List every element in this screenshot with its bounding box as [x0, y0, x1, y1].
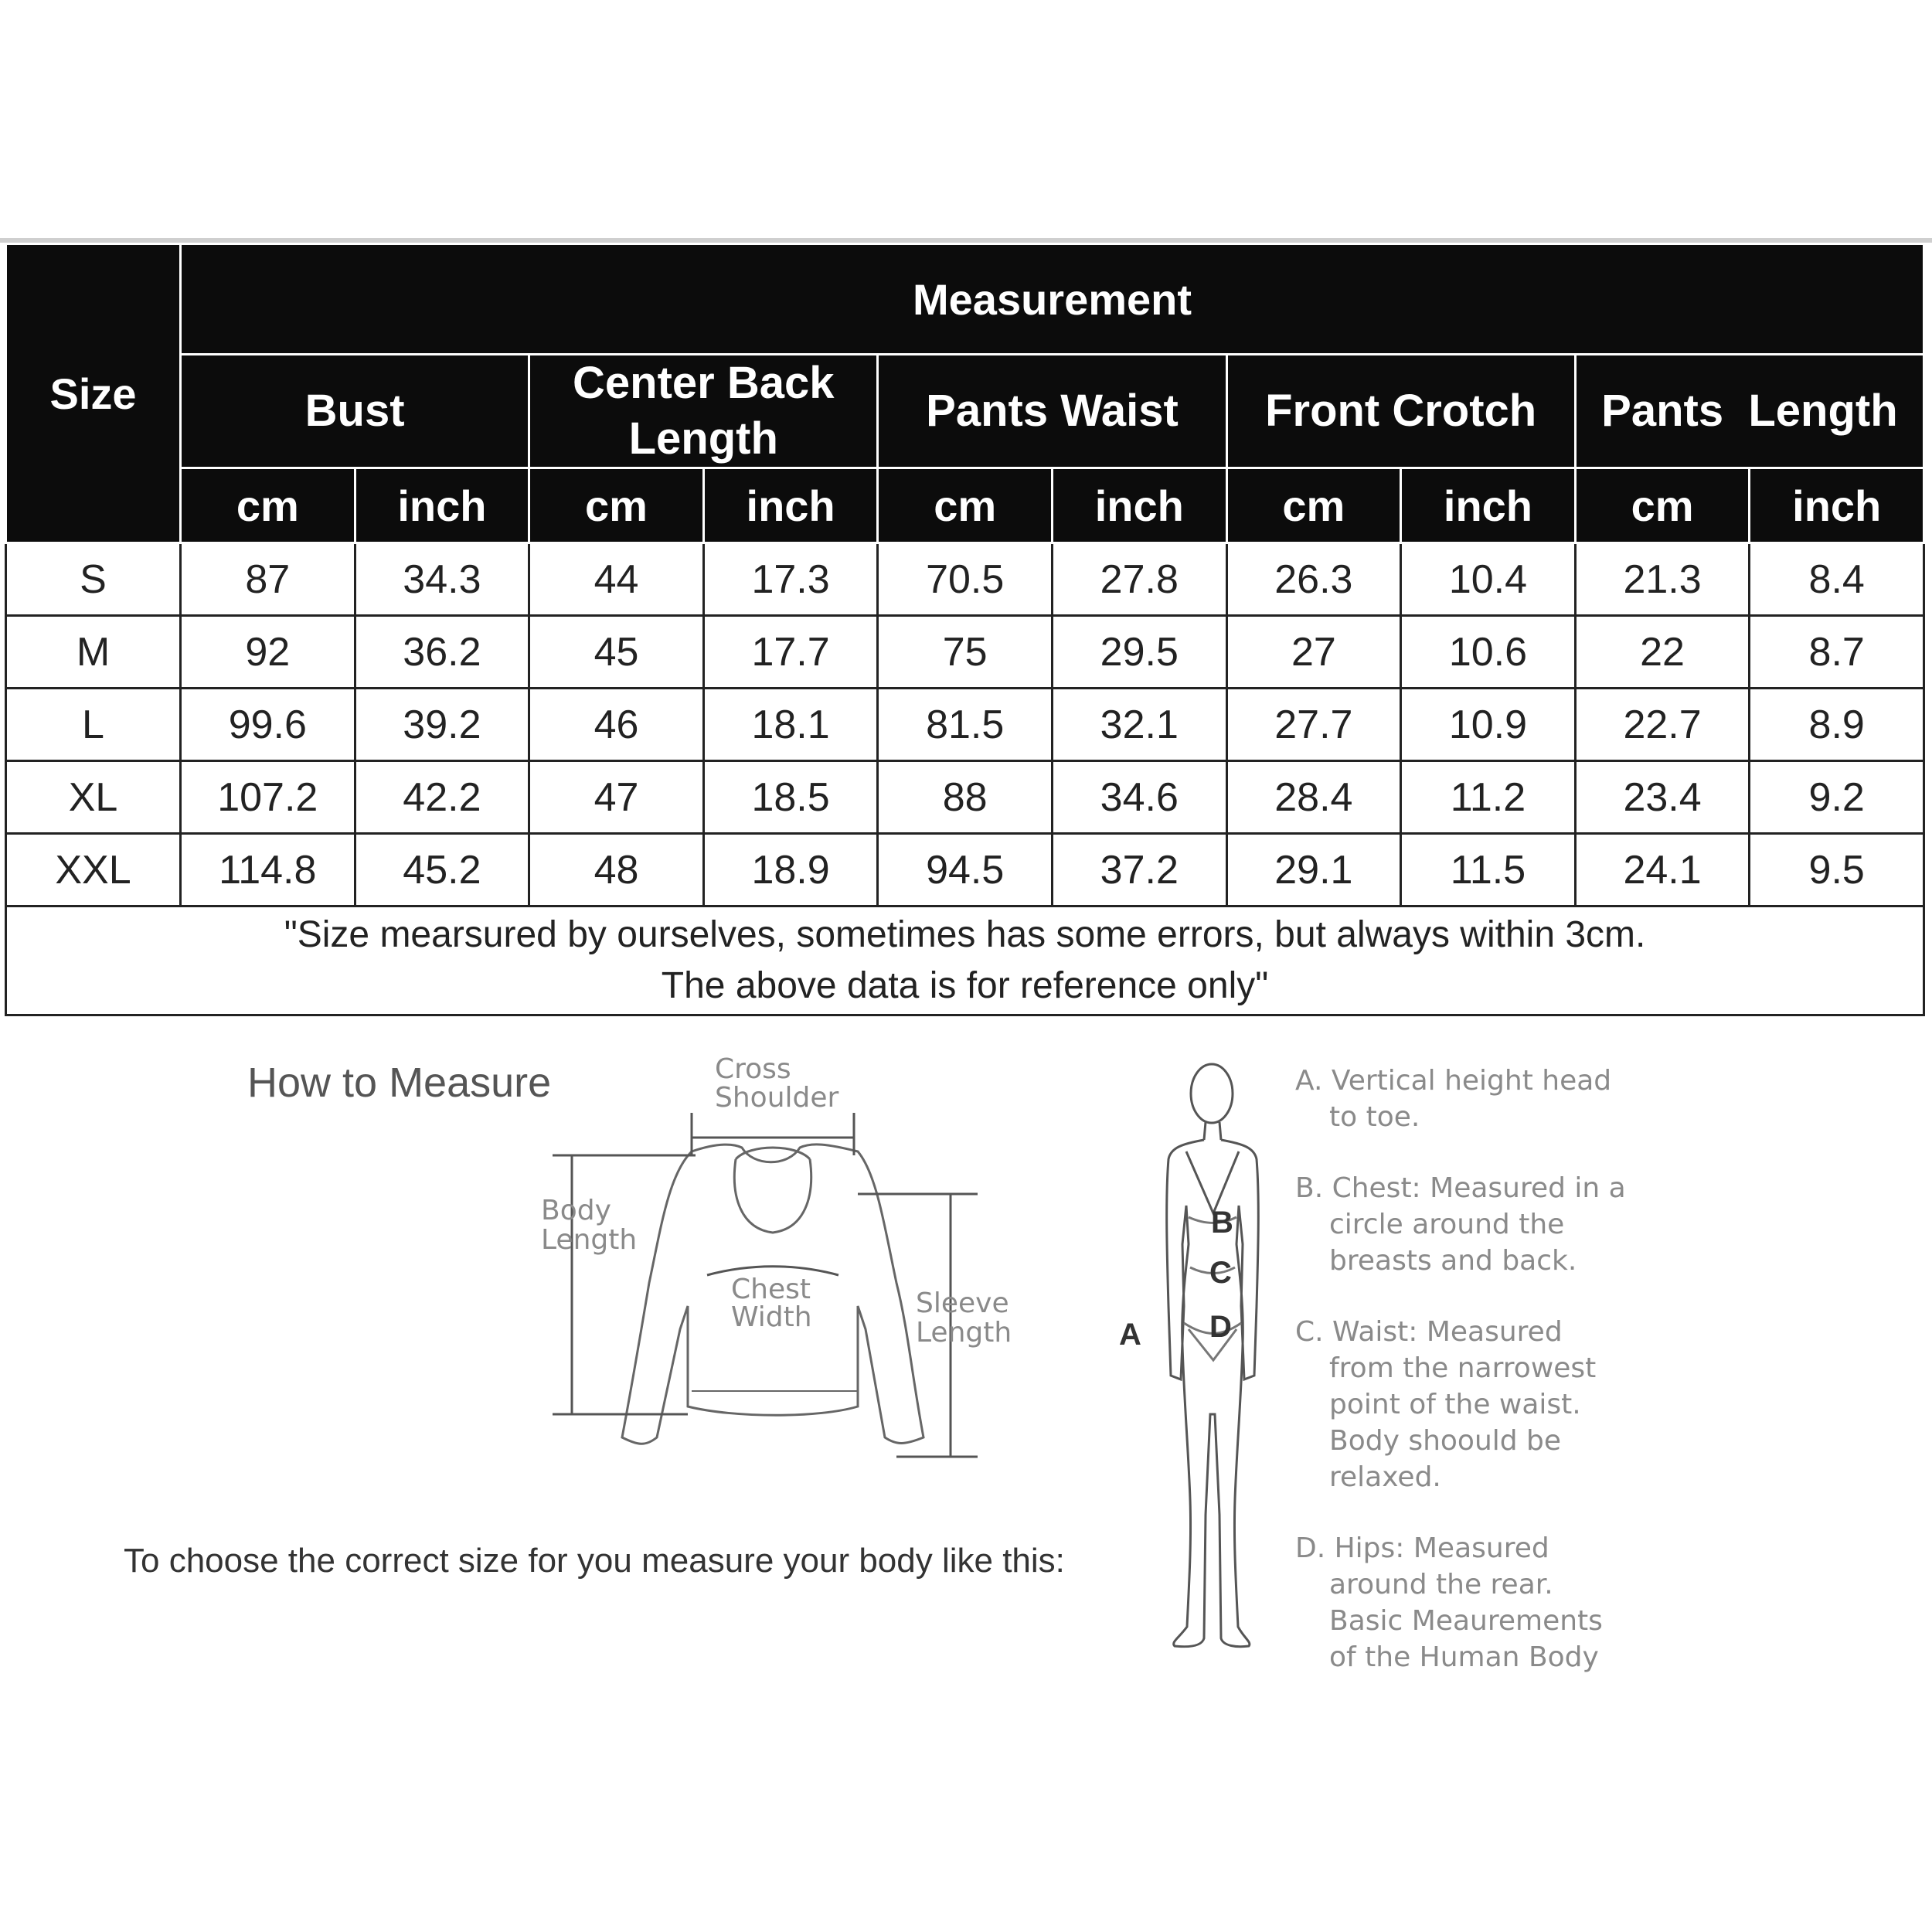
- body-note-line: Basic Meaurements: [1329, 1605, 1603, 1637]
- group-header-center-back-length: Center Back Length: [529, 355, 878, 468]
- value-cell: 11.2: [1401, 761, 1576, 834]
- sleeve-length-label-2: Length: [916, 1317, 1012, 1349]
- chest-width-label-2: Width: [731, 1301, 812, 1333]
- value-cell: 39.2: [355, 689, 529, 761]
- body-figure-diagram: [1097, 1051, 1283, 1654]
- size-cell: S: [6, 543, 181, 616]
- body-letter-c: C: [1209, 1256, 1232, 1290]
- size-cell: XL: [6, 761, 181, 834]
- body-note-line: around the rear.: [1329, 1569, 1553, 1600]
- body-note-line: to toe.: [1329, 1101, 1420, 1133]
- value-cell: 99.6: [181, 689, 355, 761]
- body-letter-b: B: [1211, 1206, 1233, 1240]
- disclaimer-note: [6, 906, 1924, 1015]
- body-note-line: relaxed.: [1329, 1461, 1441, 1493]
- value-cell: 34.3: [355, 543, 529, 616]
- unit-header: cm: [878, 468, 1053, 543]
- body-note-line: A. Vertical height head: [1295, 1065, 1612, 1097]
- group-header-pants-waist: Pants Waist: [878, 355, 1226, 468]
- unit-header: cm: [181, 468, 355, 543]
- body-note: [1295, 1314, 1651, 1495]
- value-cell: 28.4: [1226, 761, 1401, 834]
- unit-header: inch: [1052, 468, 1226, 543]
- value-cell: 22.7: [1575, 689, 1750, 761]
- unit-header: cm: [1226, 468, 1401, 543]
- value-cell: 94.5: [878, 834, 1053, 906]
- value-cell: 27.8: [1052, 543, 1226, 616]
- group-header-front-crotch: Front Crotch: [1226, 355, 1575, 468]
- value-cell: 29.5: [1052, 616, 1226, 689]
- value-cell: 27.7: [1226, 689, 1401, 761]
- measurement-header: Measurement: [181, 244, 1924, 355]
- group-header-bust: Bust: [181, 355, 529, 468]
- measure-instruction: To choose the correct size for you measure your body like this:: [124, 1542, 1065, 1580]
- value-cell: 45.2: [355, 834, 529, 906]
- value-cell: 88: [878, 761, 1053, 834]
- body-note-line: Body shoould be: [1329, 1425, 1562, 1457]
- body-note: [1295, 1530, 1651, 1675]
- body-note-line: C. Waist: Measured: [1295, 1316, 1563, 1348]
- neckline: [734, 1159, 811, 1233]
- value-cell: 10.4: [1401, 543, 1576, 616]
- value-cell: 87: [181, 543, 355, 616]
- size-cell: M: [6, 616, 181, 689]
- body-letter-d: D: [1209, 1310, 1232, 1344]
- value-cell: 18.9: [703, 834, 878, 906]
- value-cell: 92: [181, 616, 355, 689]
- value-cell: 36.2: [355, 616, 529, 689]
- value-cell: 37.2: [1052, 834, 1226, 906]
- value-cell: 11.5: [1401, 834, 1576, 906]
- sleeve-length-label-1: Sleeve: [916, 1287, 1009, 1319]
- size-cell: L: [6, 689, 181, 761]
- value-cell: 26.3: [1226, 543, 1401, 616]
- table-row: [6, 761, 1924, 834]
- body-note: [1295, 1063, 1651, 1135]
- how-to-measure-title: How to Measure: [247, 1060, 552, 1106]
- body-note-line: B. Chest: Measured in a: [1295, 1172, 1626, 1204]
- body-note: [1295, 1170, 1651, 1279]
- group-header-pants-length: Pants Length: [1575, 355, 1923, 468]
- table-row: [6, 543, 1924, 616]
- body-note-line: D. Hips: Measured: [1295, 1532, 1549, 1564]
- value-cell: 34.6: [1052, 761, 1226, 834]
- unit-header: inch: [1750, 468, 1924, 543]
- body-note-line: from the narrowest: [1329, 1352, 1597, 1384]
- body-note-line: breasts and back.: [1329, 1245, 1577, 1277]
- table-row: [6, 616, 1924, 689]
- value-cell: 32.1: [1052, 689, 1226, 761]
- unit-header: cm: [1575, 468, 1750, 543]
- value-cell: 29.1: [1226, 834, 1401, 906]
- value-cell: 10.6: [1401, 616, 1576, 689]
- unit-header: inch: [1401, 468, 1576, 543]
- unit-header: cm: [529, 468, 704, 543]
- value-cell: 18.5: [703, 761, 878, 834]
- value-cell: 8.7: [1750, 616, 1924, 689]
- value-cell: 46: [529, 689, 704, 761]
- chest-width-label-1: Chest: [731, 1274, 811, 1305]
- unit-header: inch: [703, 468, 878, 543]
- value-cell: 114.8: [181, 834, 355, 906]
- value-cell: 9.5: [1750, 834, 1924, 906]
- value-cell: 42.2: [355, 761, 529, 834]
- body-note-line: of the Human Body: [1329, 1641, 1599, 1673]
- body-length-label-2: Length: [541, 1224, 638, 1256]
- value-cell: 23.4: [1575, 761, 1750, 834]
- value-cell: 44: [529, 543, 704, 616]
- value-cell: 107.2: [181, 761, 355, 834]
- body-note-line: circle around the: [1329, 1209, 1565, 1240]
- value-cell: 45: [529, 616, 704, 689]
- cross-shoulder-label-2: Shoulder: [715, 1082, 839, 1114]
- size-chart-table: [5, 243, 1925, 1016]
- unit-header: inch: [355, 468, 529, 543]
- value-cell: 48: [529, 834, 704, 906]
- value-cell: 22: [1575, 616, 1750, 689]
- table-row: [6, 689, 1924, 761]
- value-cell: 27: [1226, 616, 1401, 689]
- value-cell: 70.5: [878, 543, 1053, 616]
- body-length-label-1: Body: [541, 1195, 611, 1226]
- value-cell: 18.1: [703, 689, 878, 761]
- value-cell: 8.9: [1750, 689, 1924, 761]
- value-cell: 75: [878, 616, 1053, 689]
- body-note-line: point of the waist.: [1329, 1389, 1581, 1420]
- size-header: Size: [6, 244, 181, 543]
- value-cell: 10.9: [1401, 689, 1576, 761]
- value-cell: 9.2: [1750, 761, 1924, 834]
- value-cell: 47: [529, 761, 704, 834]
- garment-measure-diagram: [533, 1051, 1036, 1484]
- size-cell: XXL: [6, 834, 181, 906]
- value-cell: 81.5: [878, 689, 1053, 761]
- cross-shoulder-label-1: Cross: [715, 1053, 791, 1085]
- table-row: [6, 834, 1924, 906]
- value-cell: 17.3: [703, 543, 878, 616]
- value-cell: 21.3: [1575, 543, 1750, 616]
- body-letter-a: A: [1119, 1318, 1141, 1352]
- value-cell: 24.1: [1575, 834, 1750, 906]
- body-measure-notes: [1295, 1063, 1651, 1710]
- disclaimer-line-2: The above data is for reference only": [661, 965, 1269, 1006]
- value-cell: 17.7: [703, 616, 878, 689]
- disclaimer-line-1: "Size mearsured by ourselves, sometimes has some errors, but always within 3cm.: [284, 914, 1646, 955]
- value-cell: 8.4: [1750, 543, 1924, 616]
